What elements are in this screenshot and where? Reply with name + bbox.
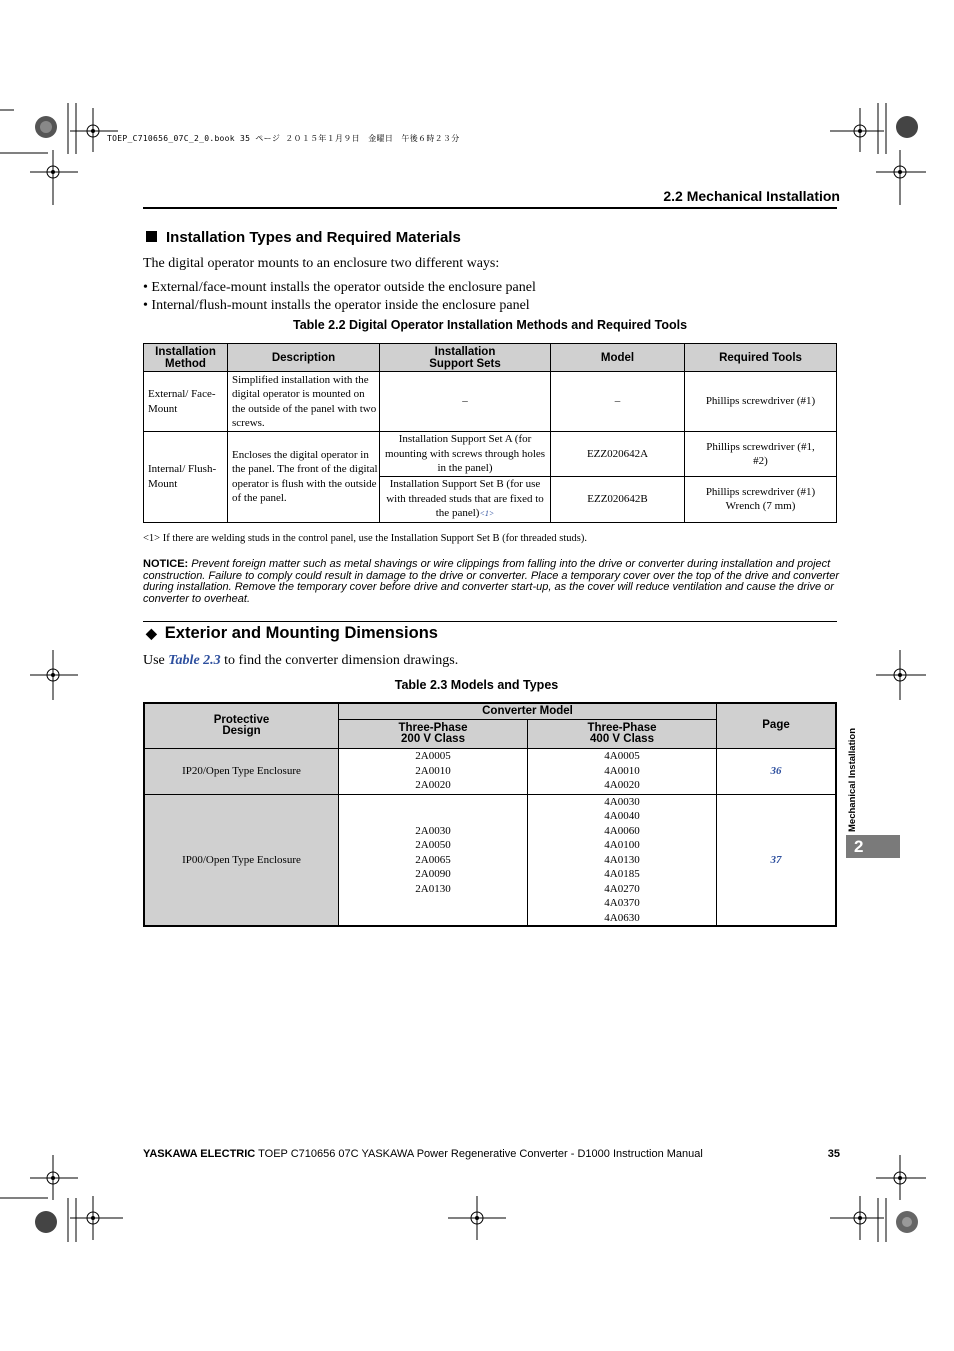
square-bullet-icon: [146, 231, 157, 242]
page-cell: [717, 794, 837, 926]
heading-exterior-dimensions: ◆ Exterior and Mounting Dimensions: [146, 624, 438, 642]
table-footnote: <1> If there are welding studs in the control panel, use the Installation Support Set B (for threaded studs).: [143, 533, 587, 544]
model-list-200v: 2A0005 2A0010 2A0020: [339, 748, 528, 794]
chapter-tab[interactable]: 2: [846, 835, 900, 858]
intro-text: The digital operator mounts to an enclosure two different ways:: [143, 256, 500, 271]
column-header: Three-Phase 400 V Class: [528, 719, 717, 748]
notice-text: Prevent foreign matter such as metal shavings or wire clippings from falling into the drive or converter during installation and project construction. Failure to comply could result in damage to the drive or converter. Place a temporary cover over the top of the drive and converter during installation. Remove the temporary cover before drive and converter start-up, as the cover will reduce ventilation and cause the drive or converter to overheat.: [143, 558, 839, 605]
column-header: Description: [228, 344, 380, 372]
column-header: Model: [551, 344, 685, 372]
column-header: Three-Phase 200 V Class: [339, 719, 528, 748]
diamond-bullet-icon: ◆: [146, 625, 157, 641]
tools-cell: Phillips screwdriver (#1) Wrench (7 mm): [685, 477, 837, 523]
column-header: Protective Design: [144, 703, 339, 748]
table-link[interactable]: Table 2.3: [168, 653, 221, 668]
section-rule: [143, 621, 837, 622]
bullet-item: • Internal/flush-mount installs the operator inside the enclosure panel: [143, 298, 530, 313]
support-cell: Installation Support Set B (for use with threaded studs that are fixed to the panel)<1>: [380, 477, 551, 523]
use-table-text: Use Table 2.3 to find the converter dimension drawings.: [143, 653, 459, 668]
section-header: 2.2 Mechanical Installation: [663, 188, 840, 204]
model-cell: –: [551, 372, 685, 432]
table-row: [144, 372, 837, 432]
table-row: [144, 748, 836, 794]
page-link[interactable]: 36: [770, 764, 782, 777]
support-cell: –: [380, 372, 551, 432]
column-header: Page: [717, 703, 837, 748]
page-number: 35: [827, 1148, 840, 1160]
footnote-ref[interactable]: <1>: [479, 509, 495, 518]
table-row: [144, 794, 836, 926]
column-header: Installation Support Sets: [380, 344, 551, 372]
table-caption: Table 2.3 Models and Types: [394, 678, 559, 692]
design-cell: IP00/Open Type Enclosure: [144, 794, 339, 926]
print-metadata: TOEP_C710656_07C_2_0.book 35 ページ ２０１５年１月９日 金曜日 午後６時２３分: [107, 134, 460, 143]
table-row: [144, 432, 837, 477]
page-footer: YASKAWA ELECTRIC TOEP C710656 07C YASKAWA Power Regenerative Converter - D1000 Instruction Manual: [143, 1148, 703, 1160]
heading-installation-types: Installation Types and Required Materials: [146, 229, 461, 246]
models-types-table: [143, 702, 837, 927]
tools-cell: Phillips screwdriver (#1): [685, 372, 837, 432]
method-cell: External/ Face-Mount: [144, 372, 228, 432]
method-cell: Internal/ Flush-Mount: [144, 432, 228, 523]
model-cell: EZZ020642A: [551, 432, 685, 477]
model-cell: EZZ020642B: [551, 477, 685, 523]
column-header: Converter Model: [339, 703, 717, 719]
column-header: Required Tools: [685, 344, 837, 372]
model-list-200v: 2A0030 2A0050 2A0065 2A0090 2A0130: [339, 794, 528, 926]
table-caption: Table 2.2 Digital Operator Installation Methods and Required Tools: [292, 318, 688, 332]
side-tab-label: Mechanical Installation: [847, 728, 858, 832]
notice-label: NOTICE:: [143, 558, 189, 570]
page-cell: [717, 748, 837, 794]
model-list-400v: 4A0005 4A0010 4A0020: [528, 748, 717, 794]
model-list-400v: 4A0030 4A0040 4A0060 4A0100 4A0130 4A0185 4A0270 4A0370 4A0630: [528, 794, 717, 926]
design-cell: IP20/Open Type Enclosure: [144, 748, 339, 794]
column-header: Installation Method: [144, 344, 228, 372]
support-cell: Installation Support Set A (for mounting with screws through holes in the panel): [380, 432, 551, 477]
description-cell: Simplified installation with the digital operator is mounted on the outside of the panel with two screws.: [228, 372, 380, 432]
notice-block: [143, 559, 839, 605]
installation-methods-table: [143, 343, 837, 523]
tools-cell: Phillips screwdriver (#1, #2): [685, 432, 837, 477]
bullet-item: • External/face-mount installs the operator outside the enclosure panel: [143, 280, 536, 295]
header-rule: [143, 207, 837, 209]
description-cell: Encloses the digital operator in the panel. The front of the digital operator is flush with the outside of the panel.: [228, 432, 380, 523]
page-link[interactable]: 37: [770, 853, 782, 866]
